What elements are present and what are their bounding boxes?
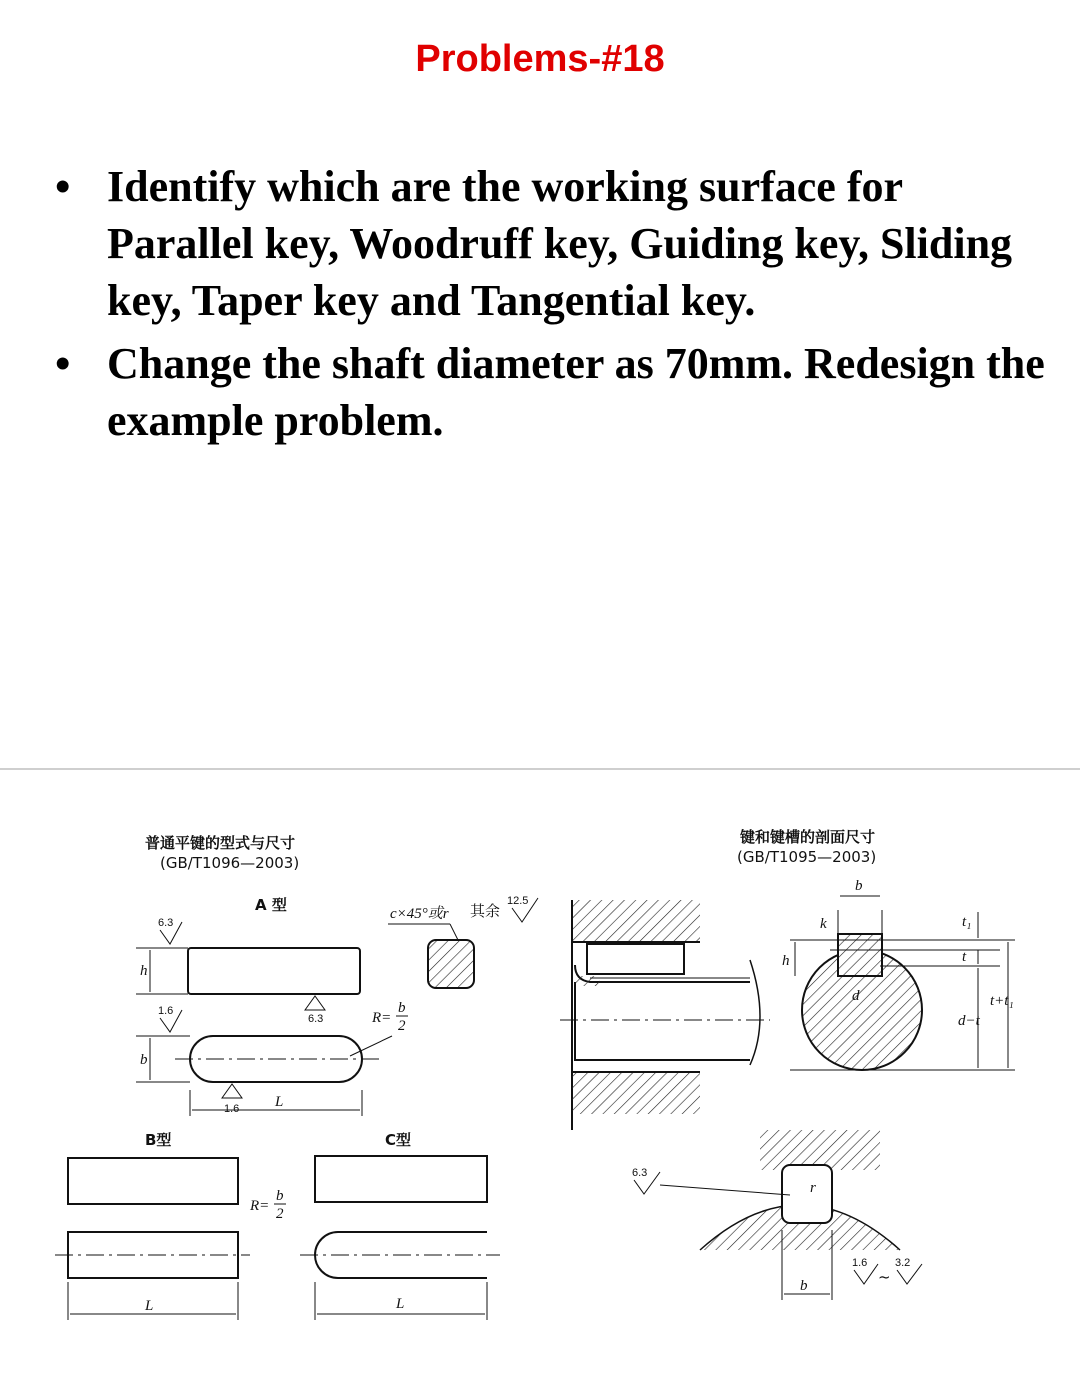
type-b-label: B型 — [145, 1131, 172, 1149]
bullet-text: Change the shaft diameter as 70mm. Redesign the example problem. — [107, 339, 1045, 445]
bullet-list — [55, 158, 1055, 455]
key-section — [428, 940, 474, 988]
radius-label: R= — [250, 1198, 270, 1214]
roughness-12-5-label: 12.5 — [507, 895, 529, 907]
roughness-1-6-label: 1.6 — [224, 1103, 240, 1115]
k-label: k — [820, 916, 827, 932]
left-caption-title: 普通平键的型式与尺寸 — [145, 834, 296, 852]
roughness-3-2-label: 3.2 — [895, 1257, 911, 1269]
others-note: 其余 — [470, 902, 501, 920]
right-caption-title: 键和键槽的剖面尺寸 — [740, 828, 876, 846]
width-label: b — [800, 1278, 808, 1294]
chamfer-note: c×45°或r — [390, 906, 449, 922]
diameter-label: d — [852, 988, 860, 1004]
d-minus-t-label: d−t — [958, 1013, 980, 1029]
radius-frac-num: b — [276, 1188, 284, 1204]
bullet-dot-icon: • — [55, 162, 71, 211]
slide-title: Problems-#18 — [415, 38, 665, 80]
roughness-symbol-icon — [222, 1084, 242, 1098]
tilde: ~ — [878, 1268, 891, 1286]
roughness-6-3-label: 6.3 — [308, 1013, 324, 1025]
type-c-key-side — [315, 1156, 487, 1202]
type-a-key-side — [188, 948, 360, 994]
length-label: L — [396, 1296, 405, 1312]
length-label: L — [275, 1094, 284, 1110]
section-divider — [0, 768, 1080, 770]
bullet-item — [55, 335, 1055, 449]
t-label: t — [962, 949, 967, 965]
type-a-label: A 型 — [255, 896, 287, 914]
t1-label: t₁ — [962, 914, 972, 930]
type-b-key-side — [68, 1158, 238, 1204]
height-label: h — [782, 953, 790, 969]
key-in-shaft — [587, 944, 684, 974]
key-detail — [782, 1165, 832, 1223]
bullet-item — [55, 158, 1055, 329]
right-caption-standard: (GB/T1095—2003) — [737, 848, 877, 866]
width-label: b — [855, 878, 863, 894]
radius-frac-num: b — [398, 1000, 406, 1016]
radius-label: R= — [372, 1010, 392, 1026]
bullet-dot-icon: • — [55, 339, 71, 388]
left-caption-standard: (GB/T1096—2003) — [160, 854, 300, 872]
radius-frac-den: 2 — [276, 1206, 284, 1222]
roughness-1-6-label: 1.6 — [158, 1005, 174, 1017]
radius-r-label: r — [810, 1180, 816, 1196]
width-label: b — [140, 1052, 148, 1068]
roughness-6-3-label: 6.3 — [158, 917, 174, 929]
roughness-6-3-label: 6.3 — [632, 1167, 648, 1179]
key-drawing — [0, 800, 1080, 1340]
height-label: h — [140, 963, 148, 979]
bullet-text: Identify which are the working surface for Parallel key, Woodruff key, Guiding key, Sliding key, Taper key and Tangential key. — [107, 162, 1013, 325]
radius-frac-den: 2 — [398, 1018, 406, 1034]
type-c-label: C型 — [385, 1131, 412, 1149]
length-label: L — [145, 1298, 154, 1314]
roughness-1-6-label: 1.6 — [852, 1257, 868, 1269]
roughness-symbol-icon — [305, 996, 325, 1010]
t-plus-t1-label: t+t₁ — [990, 993, 1014, 1009]
